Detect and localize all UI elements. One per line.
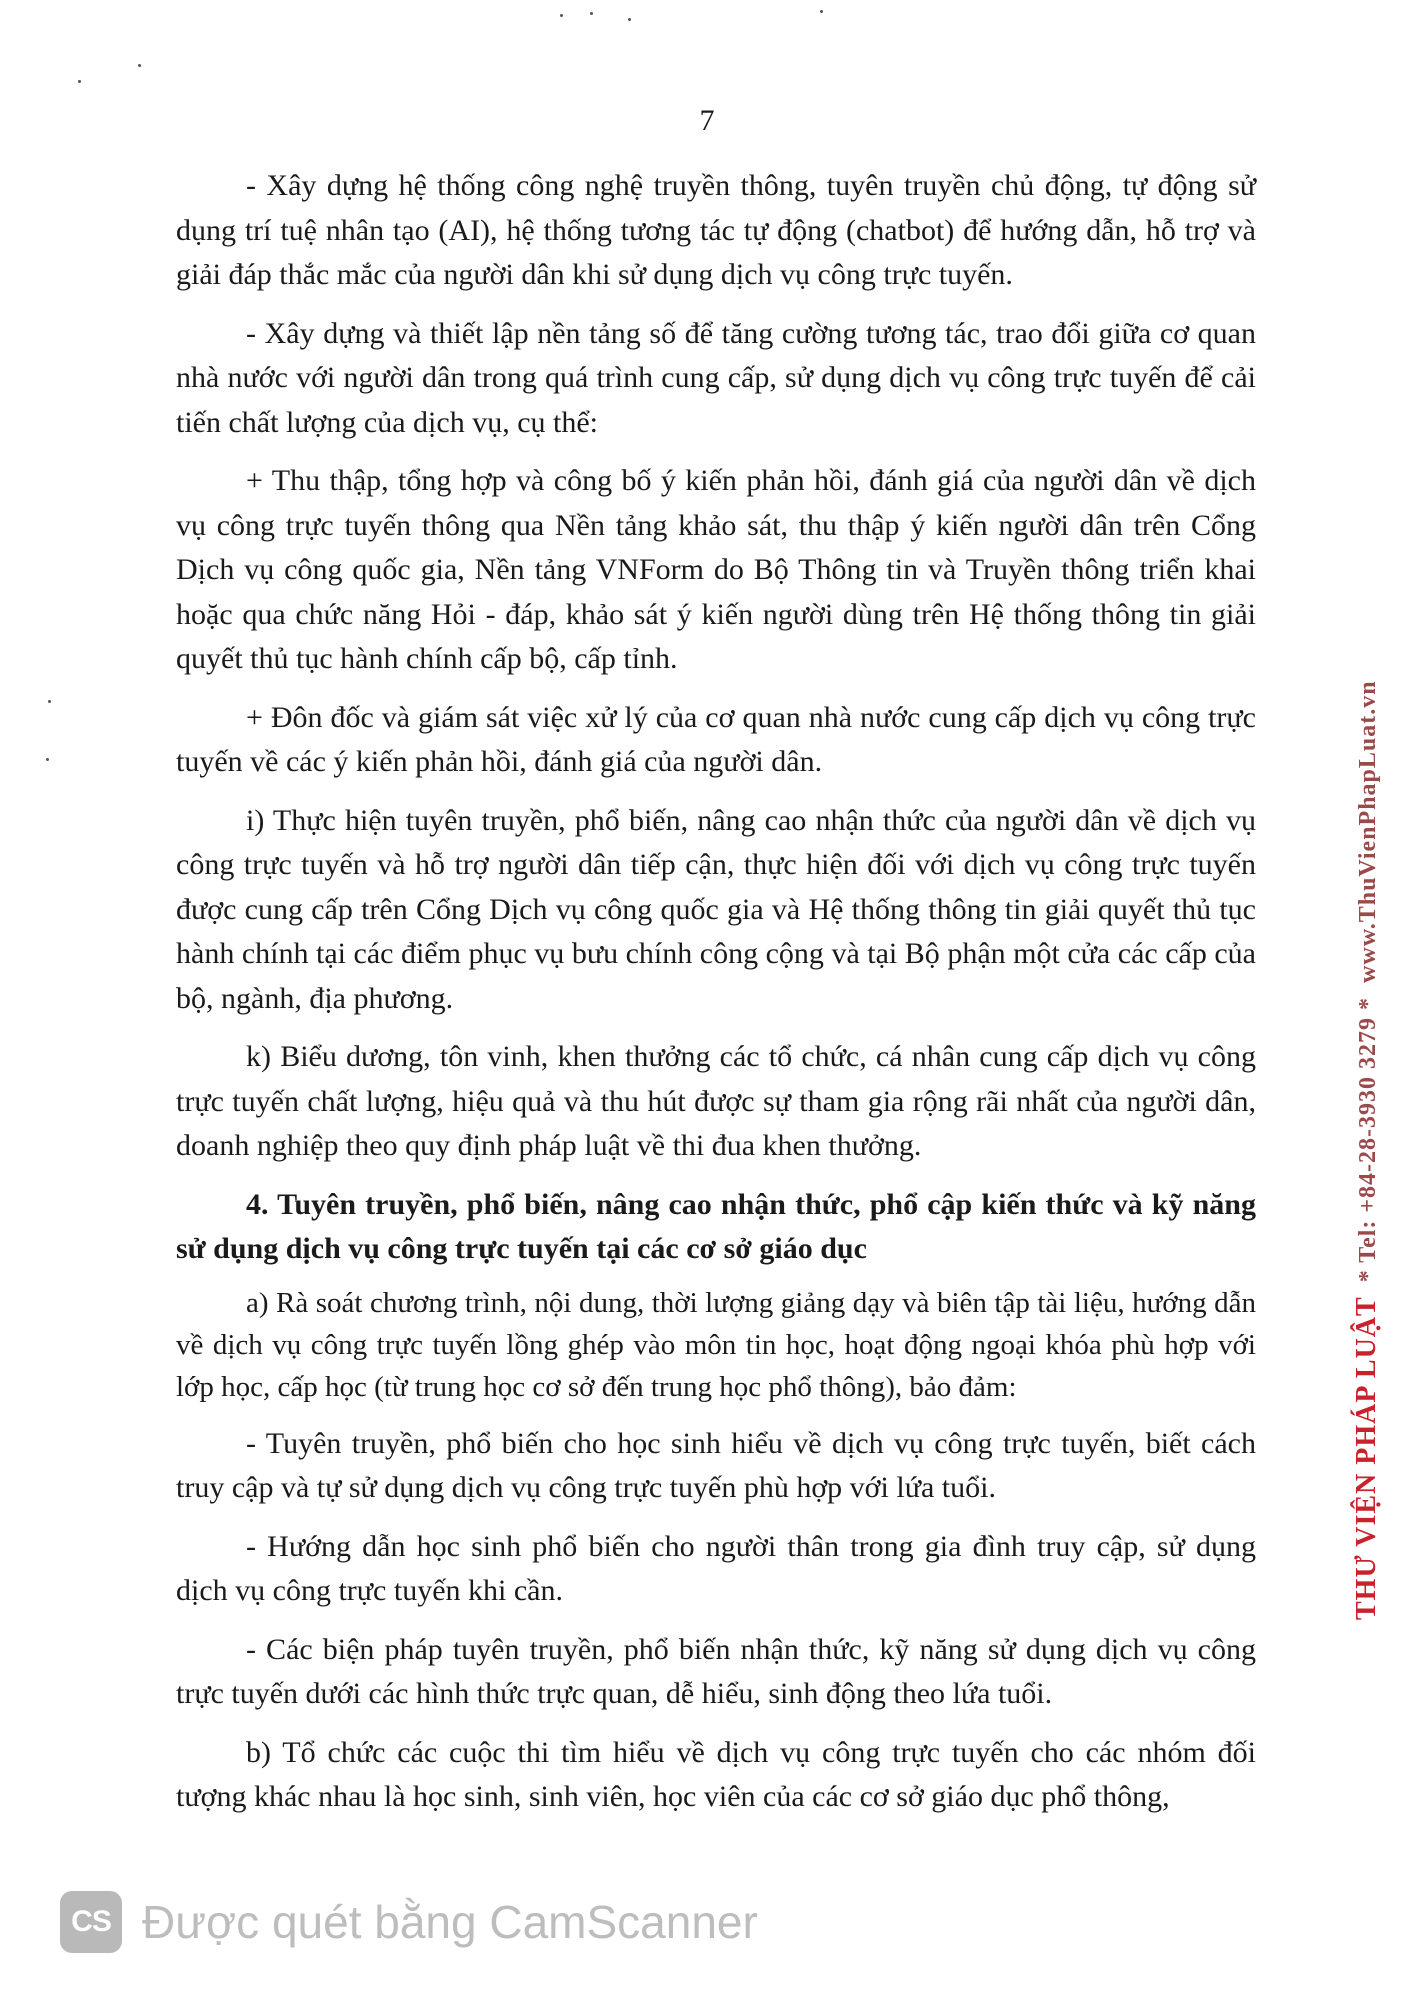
- paragraph-item-i: i) Thực hiện tuyên truyền, phổ biến, nâng cao nhận thức của người dân về dịch vụ công trực tuyến và hỗ trợ người dân tiếp cận, thực hiện đối với dịch vụ công trực tuyến được cung cấp trên Cổng Dịch vụ công quốc gia và Hệ thống thông tin giải quyết thủ tục hành chính tại các điểm phục vụ bưu chính công cộng và tại Bộ phận một cửa các cấp của bộ, ngành, địa phương.: [176, 803, 1256, 1015]
- paragraph-propaganda-students: - Tuyên truyền, phổ biến cho học sinh hiểu về dịch vụ công trực tuyến, biết cách truy cập và tự sử dụng dịch vụ công trực tuyến phù hợp với lứa tuổi.: [176, 1426, 1256, 1504]
- paragraph-digital-platform: - Xây dựng và thiết lập nền tảng số để tăng cường tương tác, trao đổi giữa cơ quan nhà nước với người dân trong quá trình cung cấp, sử dụng dịch vụ công trực tuyến để cải tiến chất lượng của dịch vụ, cụ thể:: [176, 316, 1256, 439]
- section-heading-4: 4. Tuyên truyền, phổ biến, nâng cao nhận thức, phổ cập kiến thức và kỹ năng sử dụng dịch vụ công trực tuyến tại các cơ sở giáo dục: [176, 1187, 1256, 1265]
- scanner-caption: Được quét bằng CamScanner: [142, 1896, 758, 1948]
- paragraph-feedback-collection: + Thu thập, tổng hợp và công bố ý kiến phản hồi, đánh giá của người dân về dịch vụ công trực tuyến thông qua Nền tảng khảo sát, thu thập ý kiến người dân trên Cổng Dịch vụ công quốc gia, Nền tảng VNForm do Bộ Thông tin và Truyền thông triển khai hoặc qua chức năng Hỏi - đáp, khảo sát ý kiến người dùng trên Hệ thống thông tin giải quyết thủ tục hành chính cấp bộ, cấp tỉnh.: [176, 464, 1256, 675]
- paragraph-guide-students: - Hướng dẫn học sinh phổ biến cho người thân trong gia đình truy cập, sử dụng dịch vụ công trực tuyến khi cần.: [176, 1529, 1256, 1607]
- watermark-url: www.ThuVienPhapLuat.vn: [1355, 680, 1381, 983]
- paragraph-item-b: b) Tổ chức các cuộc thi tìm hiểu về dịch vụ công trực tuyến cho các nhóm đối tượng khác nhau là học sinh, sinh viên, học viên của các cơ sở giáo dục phổ thông,: [176, 1735, 1256, 1813]
- paragraph-item-k: k) Biểu dương, tôn vinh, khen thưởng các tổ chức, cá nhân cung cấp dịch vụ công trực tuyến chất lượng, hiệu quả và thu hút được sự tham gia rộng rãi nhất của người dân, doanh nghiệp theo quy định pháp luật về thi đua khen thưởng.: [176, 1040, 1256, 1162]
- scanner-footer: [60, 1887, 758, 1957]
- paragraph-feedback-supervision: + Đôn đốc và giám sát việc xử lý của cơ quan nhà nước cung cấp dịch vụ công trực tuyến về các ý kiến phản hồi, đánh giá của người dân.: [176, 700, 1256, 778]
- watermark-name: THƯ VIỆN PHÁP LUẬT: [1351, 1296, 1382, 1620]
- watermark-phone: * Tel: +84-28-3930 3279 *: [1355, 996, 1381, 1283]
- paragraph-item-a: a) Rà soát chương trình, nội dung, thời lượng giảng dạy và biên tập tài liệu, hướng dẫn về dịch vụ công trực tuyến lồng ghép vào môn tin học, hoạt động ngoại khóa phù hợp với lớp học, cấp học (từ trung học cơ sở đến trung học phổ thông), bảo đảm:: [176, 1286, 1256, 1403]
- side-watermark: [1351, 680, 1383, 1620]
- camscanner-logo-icon: CS: [60, 1891, 122, 1953]
- document-body: [176, 164, 1256, 1820]
- page-number: 7: [699, 104, 715, 137]
- paragraph-chatbot: - Xây dựng hệ thống công nghệ truyền thông, tuyên truyền chủ động, tự động sử dụng trí tuệ nhân tạo (AI), hệ thống tương tác tự động (chatbot) để hướng dẫn, hỗ trợ và giải đáp thắc mắc của người dân khi sử dụng dịch vụ công trực tuyến.: [176, 169, 1256, 291]
- paragraph-visual-methods: - Các biện pháp tuyên truyền, phổ biến nhận thức, kỹ năng sử dụng dịch vụ công trực tuyến dưới các hình thức trực quan, dễ hiểu, sinh động theo lứa tuổi.: [176, 1632, 1256, 1710]
